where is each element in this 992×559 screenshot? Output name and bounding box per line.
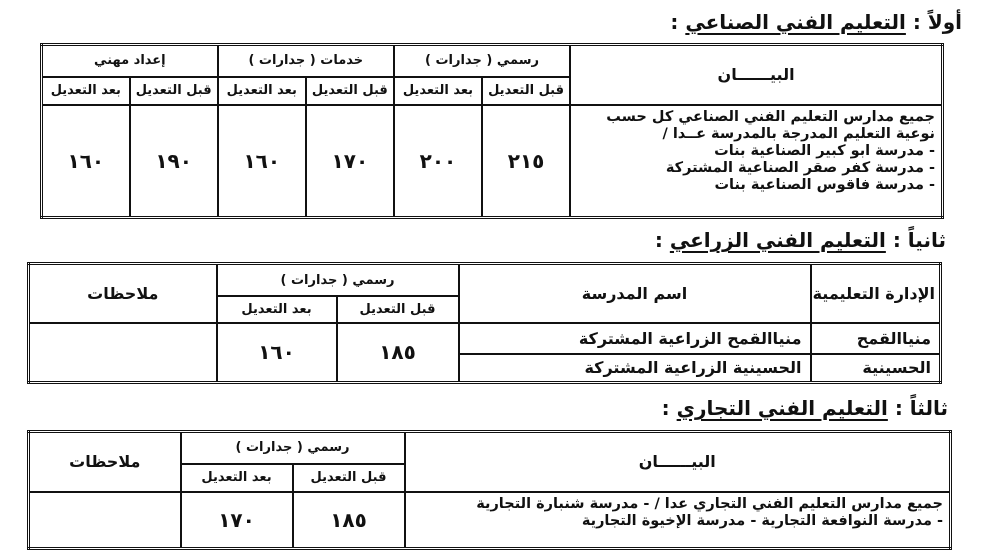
header-admin: الإدارة التعليمية [811,264,941,323]
description-line: - مدرسة النوافعة التجارية - مدرسة الإخيوة التجارية [581,512,943,529]
admin-cell: منياالقمح [811,323,941,354]
header-before: قبل التعديل [306,77,394,105]
header-notes: ملاحظات [29,264,217,323]
section-suffix: : [670,10,679,34]
school-cell: منياالقمح الزراعية المشتركة [459,323,811,354]
header-group-official: رسمي ( جدارات ) [394,45,570,77]
header-description: البيــــــان [570,45,942,105]
header-group-official: رسمي ( جدارات ) [217,264,459,297]
description-line: نوعية التعليم المدرجة بالمدرسة عــدا / [662,125,935,142]
industrial-description [570,105,942,218]
section-name: التعليم الفني الزراعي [669,228,886,252]
admin-cell: الحسينية [811,354,941,383]
description-line: - مدرسة فاقوس الصناعية بنات [714,176,935,193]
value-cell: ١٦٠ [218,105,306,218]
commercial-table [27,430,952,550]
description-line: جميع مدارس التعليم الفني التجاري عدا / - مدرسة شنبارة التجارية [476,495,943,512]
header-school: اسم المدرسة [459,264,811,323]
value-cell: ١٧٠ [181,492,293,549]
header-group-services: خدمات ( جدارات ) [218,45,394,77]
header-after: بعد التعديل [217,296,337,323]
value-cell: ١٨٥ [293,492,405,549]
header-before: قبل التعديل [293,464,405,492]
section-suffix: : [654,228,663,252]
description-line: - مدرسة كفر صقر الصناعية المشتركة [665,159,935,176]
value-cell: ١٨٥ [337,323,459,383]
header-before: قبل التعديل [130,77,218,105]
notes-cell [29,492,181,549]
section-name: التعليم الفني الصناعي [685,10,906,34]
section-title-industrial [670,10,962,34]
header-after: بعد التعديل [42,77,130,105]
header-before: قبل التعديل [337,296,459,323]
header-description: البيــــــان [405,432,951,492]
value-cell: ٢٠٠ [394,105,482,218]
school-cell: الحسينية الزراعية المشتركة [459,354,811,383]
header-before: قبل التعديل [482,77,570,105]
section-number: أولاً : [912,10,962,34]
section-name: التعليم الفني التجاري [676,396,888,420]
header-group-official: رسمي ( جدارات ) [181,432,405,464]
header-after: بعد التعديل [218,77,306,105]
section-number: ثالثاً : [894,396,948,420]
header-after: بعد التعديل [394,77,482,105]
commercial-description [405,492,951,549]
section-suffix: : [661,396,670,420]
value-cell: ١٦٠ [217,323,337,383]
header-group-vocational: إعداد مهني [42,45,218,77]
industrial-table [40,43,944,219]
section-title-agricultural [655,228,946,252]
notes-cell [29,323,217,383]
header-notes: ملاحظات [29,432,181,492]
header-after: بعد التعديل [181,464,293,492]
section-title-commercial [662,396,948,420]
section-number: ثانياً : [892,228,946,252]
value-cell: ١٩٠ [130,105,218,218]
value-cell: ١٦٠ [42,105,130,218]
value-cell: ١٧٠ [306,105,394,218]
description-line: - مدرسة ابو كبير الصناعية بنات [714,142,935,159]
value-cell: ٢١٥ [482,105,570,218]
agricultural-table [27,262,942,384]
description-line: جميع مدارس التعليم الفني الصناعي كل حسب [606,108,935,125]
